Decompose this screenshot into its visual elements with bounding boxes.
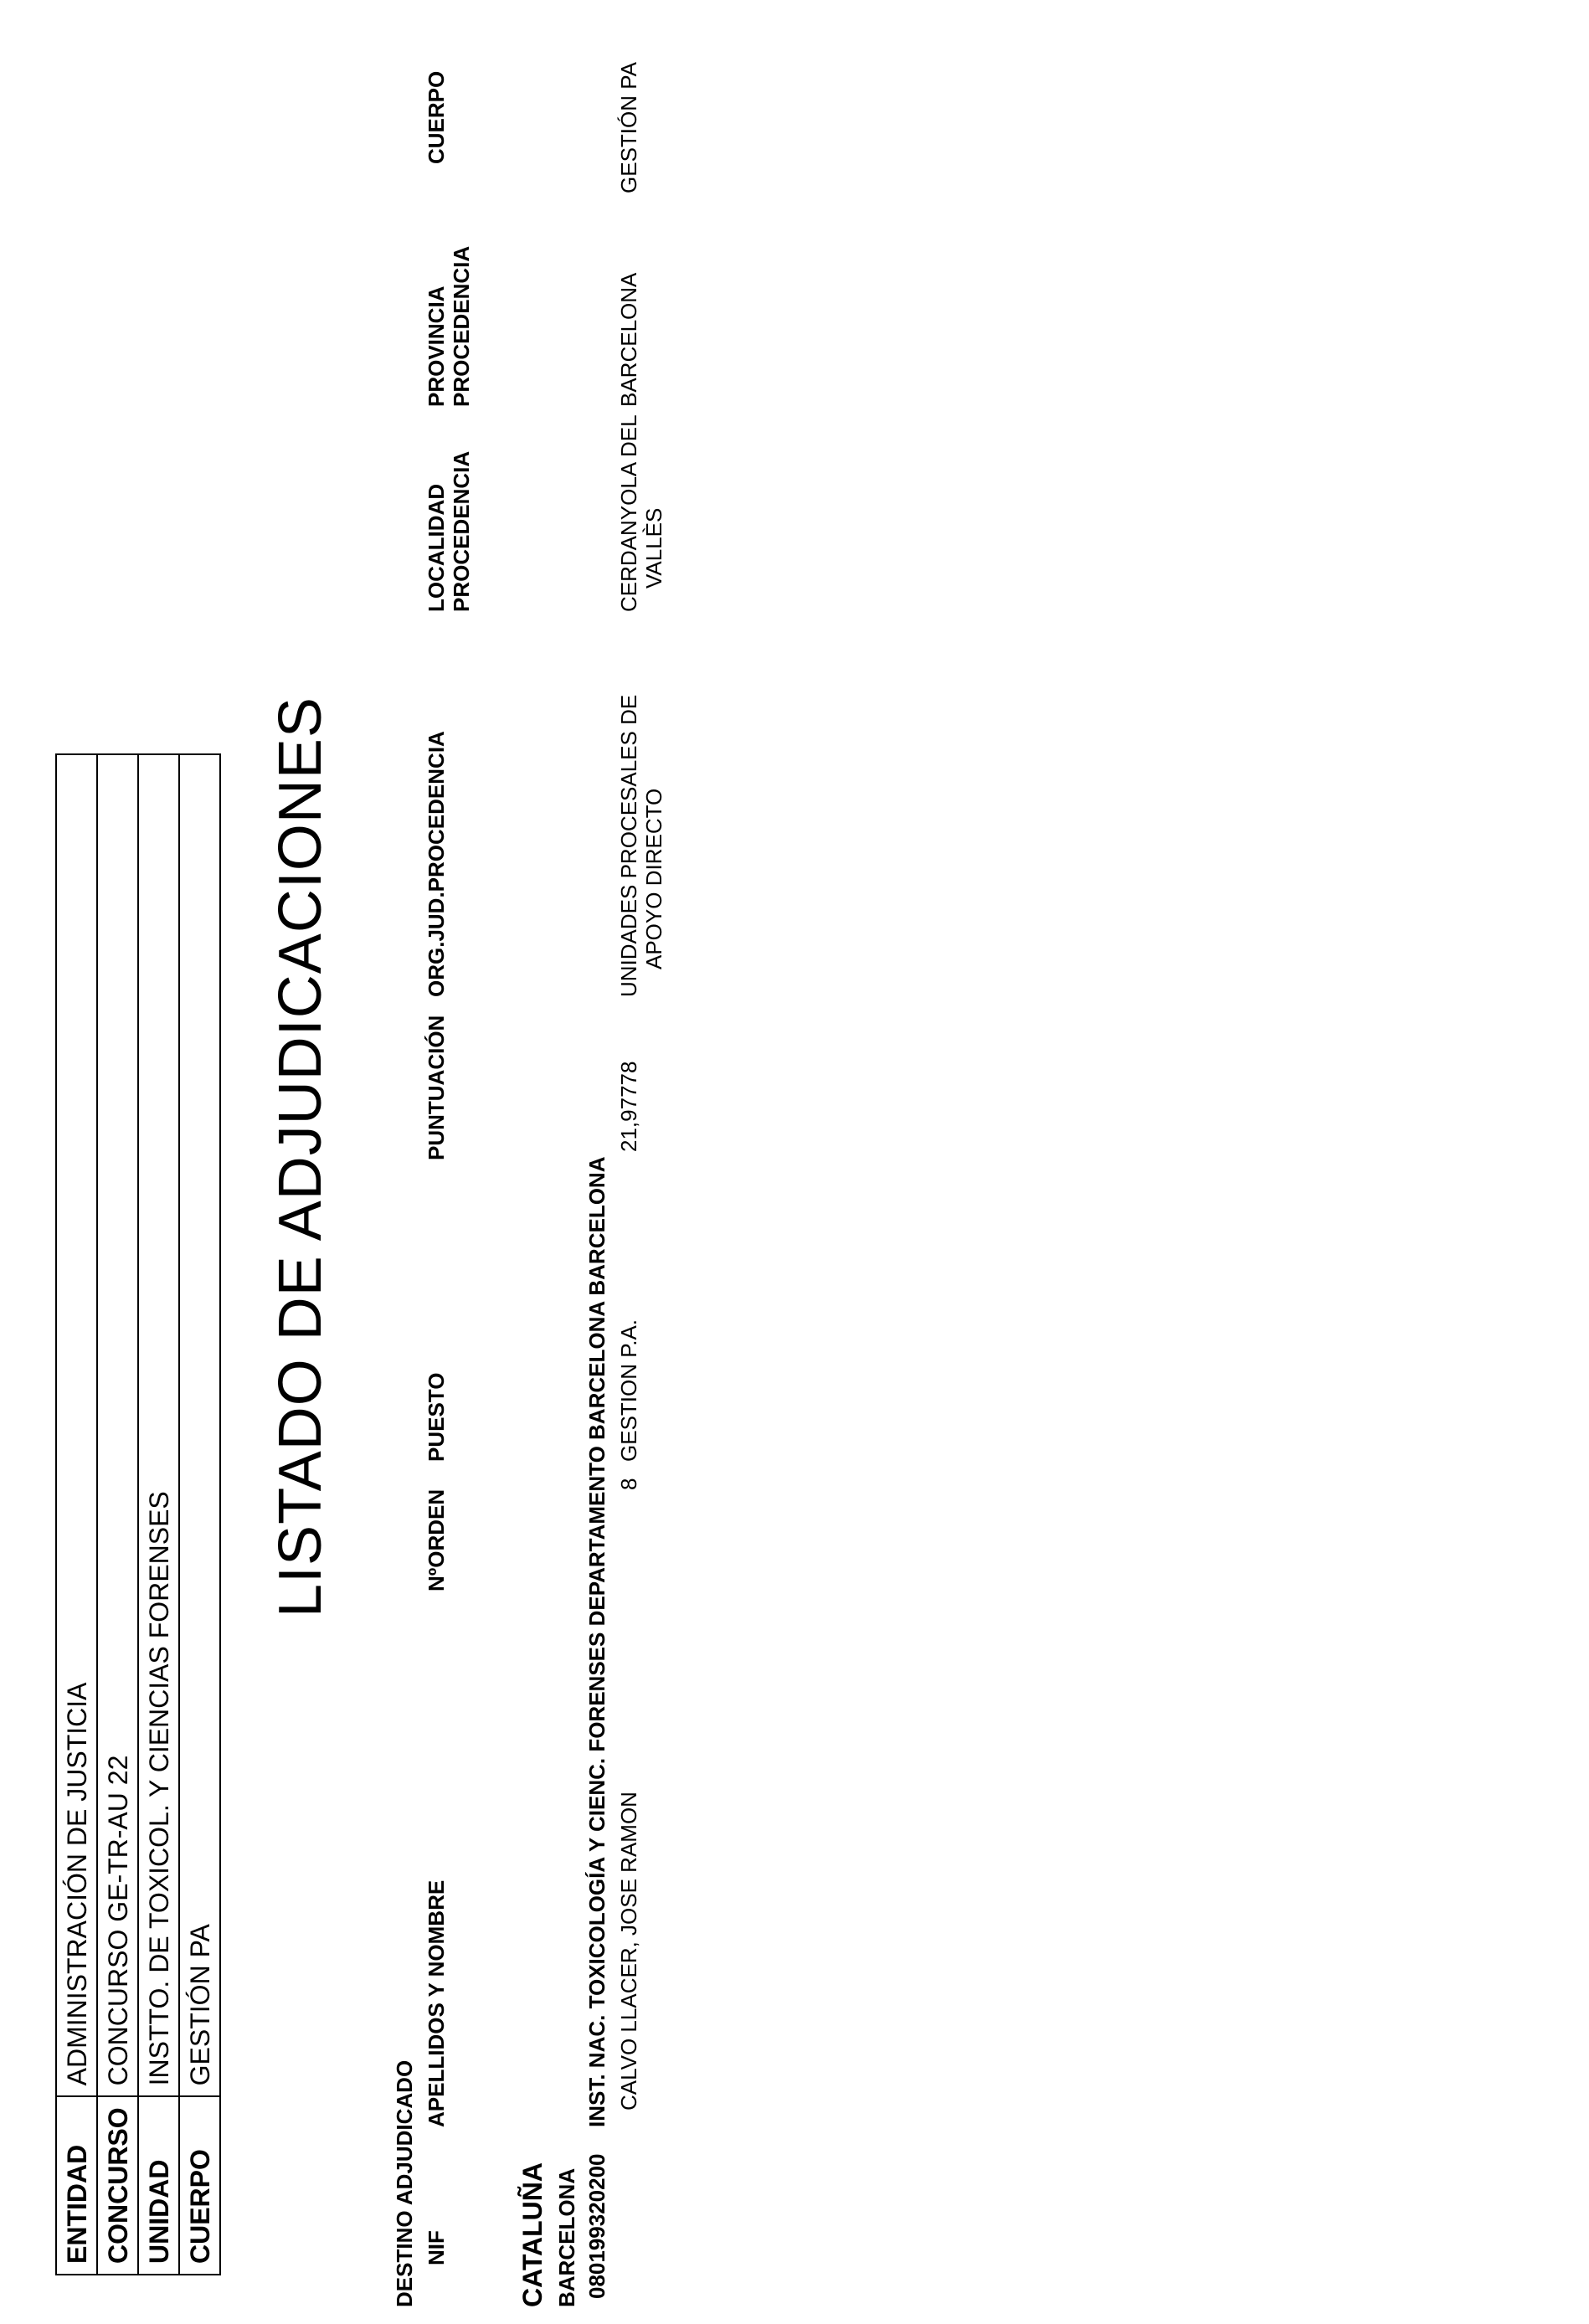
col-header-provincia-line1: PROVINCIA bbox=[424, 285, 449, 407]
info-label: UNIDAD bbox=[138, 2096, 179, 2275]
col-header-localidad bbox=[424, 451, 474, 612]
info-value: INSTTO. DE TOXICOL. Y CIENCIAS FORENSES bbox=[138, 754, 179, 2096]
col-header-localidad-line1: LOCALIDAD bbox=[424, 483, 449, 612]
col-header-provincia-line2: PROCEDENCIA bbox=[449, 245, 474, 407]
province-heading: BARCELONA bbox=[554, 2167, 579, 2307]
cell-apellidos: CALVO LLACER, JOSE RAMON bbox=[616, 1792, 641, 2111]
cell-org-line1: UNIDADES PROCESALES DE bbox=[616, 694, 641, 997]
col-header-puntuacion: PUNTUACIÓN bbox=[424, 1015, 449, 1160]
col-header-provincia bbox=[424, 246, 474, 407]
info-table bbox=[55, 753, 221, 2275]
info-value: CONCURSO GE-TR-AU 22 bbox=[97, 754, 138, 2096]
cell-org-line2: APOYO DIRECTO bbox=[641, 788, 666, 969]
cell-norden: 8 bbox=[616, 1478, 641, 1490]
cell-localidad-line2: VALLÈS bbox=[641, 507, 666, 589]
cell-localidad-line1: CERDANYOLA DEL bbox=[616, 414, 641, 612]
page-title: LISTADO DE ADJUDICACIONES bbox=[267, 697, 334, 1617]
info-row-cuerpo bbox=[179, 754, 220, 2275]
destination-code: 080199320200 bbox=[584, 2153, 609, 2299]
info-row-unidad bbox=[138, 754, 179, 2275]
col-header-localidad-line2: PROCEDENCIA bbox=[449, 450, 474, 612]
info-label: CONCURSO bbox=[97, 2096, 138, 2275]
col-header-puesto: PUESTO bbox=[424, 1372, 449, 1462]
info-value: ADMINISTRACIÓN DE JUSTICIA bbox=[56, 754, 97, 2096]
col-header-norden: NºORDEN bbox=[424, 1488, 449, 1591]
info-value: GESTIÓN PA bbox=[179, 754, 220, 2096]
region-heading: CATALUÑA bbox=[517, 2162, 548, 2307]
cell-localidad bbox=[616, 414, 666, 612]
cell-puntuacion: 21,97778 bbox=[616, 1061, 641, 1152]
col-header-nif: NIF bbox=[424, 2230, 449, 2265]
info-label: ENTIDAD bbox=[56, 2096, 97, 2275]
section-label: DESTINO ADJUDICADO bbox=[392, 2059, 417, 2307]
col-header-cuerpo: CUERPO bbox=[424, 70, 449, 164]
destination-name: INST. NAC. TOXICOLOGÍA Y CIENC. FORENSES DEPARTAMENTO BARCELONA BARCELONA bbox=[584, 1156, 609, 2127]
cell-puesto: GESTION P.A. bbox=[616, 1319, 641, 1462]
cell-cuerpo: GESTIÓN PA bbox=[616, 62, 641, 193]
col-header-org: ORG.JUD.PROCEDENCIA bbox=[424, 731, 449, 997]
col-header-apellidos: APELLIDOS Y NOMBRE bbox=[424, 1879, 449, 2127]
cell-provincia: BARCELONA bbox=[616, 272, 641, 407]
info-row-concurso bbox=[97, 754, 138, 2275]
cell-org bbox=[616, 695, 666, 997]
info-row-entidad bbox=[56, 754, 97, 2275]
info-label: CUERPO bbox=[179, 2096, 220, 2275]
